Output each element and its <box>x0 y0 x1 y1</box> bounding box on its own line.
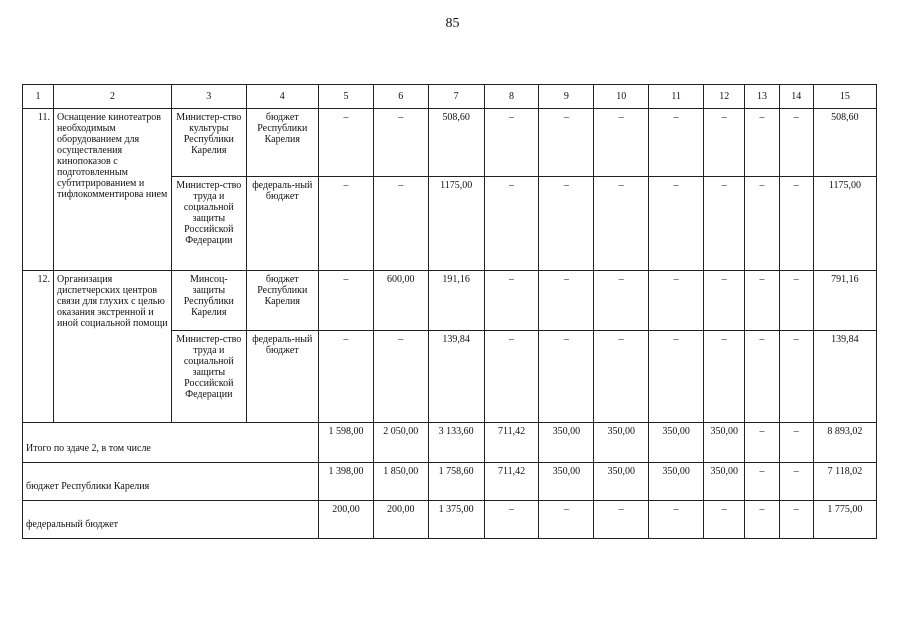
summary-value: 8 893,02 <box>813 423 876 463</box>
value-cell: – <box>319 331 374 423</box>
table-body <box>23 85 877 539</box>
summary-value: 200,00 <box>373 501 428 539</box>
value-cell: – <box>373 177 428 271</box>
summary-value: 711,42 <box>484 423 539 463</box>
column-header-10: 10 <box>594 85 649 109</box>
value-cell: – <box>539 331 594 423</box>
value-cell: – <box>704 331 745 423</box>
executor: Министер-ство культуры Республики Карелия <box>172 109 247 177</box>
column-header-15: 15 <box>813 85 876 109</box>
budget-table <box>22 84 877 539</box>
summary-row <box>23 423 877 463</box>
summary-value: 350,00 <box>594 463 649 501</box>
value-cell: 600,00 <box>373 271 428 331</box>
column-header-9: 9 <box>539 85 594 109</box>
summary-value: – <box>704 501 745 539</box>
summary-value: 1 598,00 <box>319 423 374 463</box>
value-cell: – <box>594 109 649 177</box>
value-cell: – <box>319 271 374 331</box>
summary-value: 1 775,00 <box>813 501 876 539</box>
value-cell: – <box>594 177 649 271</box>
measure-name: Оснащение кинотеатров необходимым оборудованием для осуществления кинопоказов с подготовленным субтитрированием и тифлокомментирова нием <box>54 109 172 271</box>
value-cell: – <box>745 331 779 423</box>
value-cell: – <box>373 331 428 423</box>
column-header-4: 4 <box>246 85 318 109</box>
summary-value: 1 398,00 <box>319 463 374 501</box>
summary-value: – <box>779 423 813 463</box>
column-header-8: 8 <box>484 85 539 109</box>
value-cell: 139,84 <box>428 331 484 423</box>
value-cell: – <box>539 177 594 271</box>
summary-value: – <box>539 501 594 539</box>
value-cell: – <box>319 177 374 271</box>
value-cell: – <box>649 271 704 331</box>
summary-value: – <box>745 423 779 463</box>
value-cell: 508,60 <box>428 109 484 177</box>
summary-row <box>23 463 877 501</box>
summary-value: – <box>745 501 779 539</box>
summary-value: – <box>649 501 704 539</box>
value-cell: – <box>484 109 539 177</box>
column-header-14: 14 <box>779 85 813 109</box>
value-cell: 508,60 <box>813 109 876 177</box>
value-cell: – <box>745 109 779 177</box>
summary-value: – <box>594 501 649 539</box>
summary-value: 350,00 <box>539 423 594 463</box>
column-header-5: 5 <box>319 85 374 109</box>
funding-source: федераль-ный бюджет <box>246 177 318 271</box>
header-row <box>23 85 877 109</box>
summary-value: 2 050,00 <box>373 423 428 463</box>
value-cell: – <box>649 331 704 423</box>
executor: Министер-ство труда и социальной защиты Российской Федерации <box>172 177 247 271</box>
value-cell: – <box>319 109 374 177</box>
summary-value: 350,00 <box>539 463 594 501</box>
summary-value: 350,00 <box>594 423 649 463</box>
value-cell: – <box>594 331 649 423</box>
value-cell: – <box>779 177 813 271</box>
summary-value: – <box>779 501 813 539</box>
summary-value: – <box>779 463 813 501</box>
summary-value: 1 758,60 <box>428 463 484 501</box>
executor: Минсоц-защиты Республики Карелия <box>172 271 247 331</box>
summary-value: 350,00 <box>649 463 704 501</box>
summary-label: бюджет Республики Карелия <box>23 463 319 501</box>
column-header-2: 2 <box>54 85 172 109</box>
summary-value: 711,42 <box>484 463 539 501</box>
value-cell: – <box>745 177 779 271</box>
executor: Министер-ство труда и социальной защиты Российской Федерации <box>172 331 247 423</box>
column-header-12: 12 <box>704 85 745 109</box>
column-header-6: 6 <box>373 85 428 109</box>
value-cell: 139,84 <box>813 331 876 423</box>
summary-value: – <box>484 501 539 539</box>
summary-label: федеральный бюджет <box>23 501 319 539</box>
table-row <box>23 109 877 177</box>
summary-value: 3 133,60 <box>428 423 484 463</box>
summary-value: 350,00 <box>704 423 745 463</box>
summary-value: – <box>745 463 779 501</box>
column-header-13: 13 <box>745 85 779 109</box>
summary-label: Итого по здаче 2, в том числе <box>23 423 319 463</box>
funding-source: федераль-ный бюджет <box>246 331 318 423</box>
value-cell: 791,16 <box>813 271 876 331</box>
value-cell: – <box>745 271 779 331</box>
value-cell: – <box>649 109 704 177</box>
summary-value: 200,00 <box>319 501 374 539</box>
table-row <box>23 271 877 331</box>
value-cell: – <box>779 331 813 423</box>
value-cell: – <box>704 271 745 331</box>
summary-value: 1 850,00 <box>373 463 428 501</box>
value-cell: – <box>704 109 745 177</box>
summary-row <box>23 501 877 539</box>
column-header-1: 1 <box>23 85 54 109</box>
value-cell: – <box>649 177 704 271</box>
funding-source: бюджет Республики Карелия <box>246 271 318 331</box>
row-number: 12. <box>23 271 54 423</box>
value-cell: 191,16 <box>428 271 484 331</box>
row-number: 11. <box>23 109 54 271</box>
column-header-3: 3 <box>172 85 247 109</box>
value-cell: – <box>594 271 649 331</box>
value-cell: – <box>779 271 813 331</box>
value-cell: – <box>373 109 428 177</box>
column-header-7: 7 <box>428 85 484 109</box>
value-cell: – <box>484 331 539 423</box>
value-cell: – <box>779 109 813 177</box>
summary-value: 350,00 <box>649 423 704 463</box>
column-header-11: 11 <box>649 85 704 109</box>
page-number: 85 <box>445 16 460 31</box>
measure-name: Организация диспетчерских центров связи для глухих с целью оказания экстренной и иной социальной помощи <box>54 271 172 423</box>
value-cell: – <box>539 109 594 177</box>
funding-source: бюджет Республики Карелия <box>246 109 318 177</box>
value-cell: 1175,00 <box>813 177 876 271</box>
summary-value: 350,00 <box>704 463 745 501</box>
value-cell: 1175,00 <box>428 177 484 271</box>
value-cell: – <box>484 177 539 271</box>
value-cell: – <box>484 271 539 331</box>
value-cell: – <box>704 177 745 271</box>
summary-value: 7 118,02 <box>813 463 876 501</box>
summary-value: 1 375,00 <box>428 501 484 539</box>
value-cell: – <box>539 271 594 331</box>
